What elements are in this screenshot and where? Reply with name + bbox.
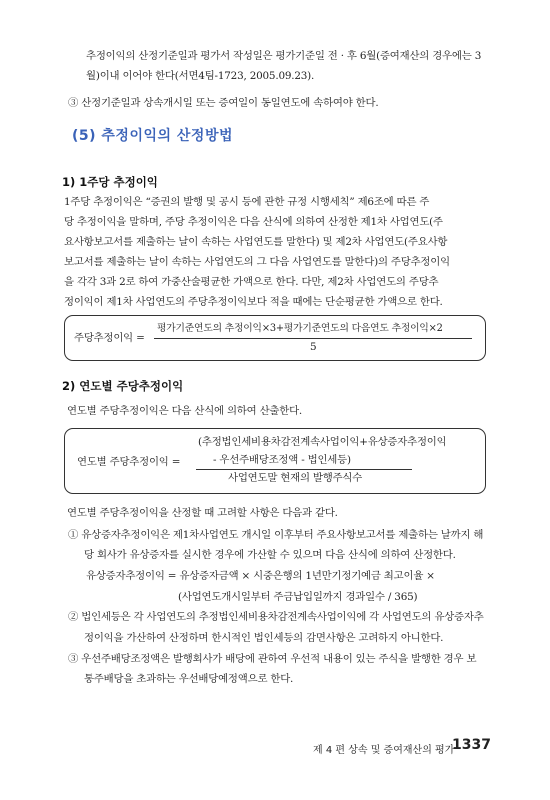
subheading-1: 1) 1주당 추정이익 <box>62 175 158 189</box>
body-text: 월)이내 이어야 한다(서면4팀-1723, 2005.09.23). <box>86 70 315 82</box>
formula-numerator: 평가기준연도의 추정이익×3+평가기준연도의 다음연도 추정이익×2 <box>157 323 443 334</box>
list-item-1: ① 유상증자추정이익은 제1차사업연도 개시일 이후부터 주요사항보고서를 제출하는 날까지 해 <box>68 529 484 541</box>
fraction-bar <box>154 338 472 339</box>
formula-numerator-line1: (추정법인세비용차감전계속사업이익+유상증자추정이익 <box>198 436 447 448</box>
formula-denominator: 사업연도말 현재의 발행주식수 <box>228 472 363 484</box>
formula-label: 연도별 주당추정이익 = <box>77 456 181 468</box>
paragraph-line: 정이익이 제1차 사업연도의 주당추정이익보다 적을 때에는 단순평균한 가액으로 한다. <box>64 296 443 308</box>
paragraph-line: 을 각각 3과 2로 하여 가중산술평균한 가액으로 한다. 다만, 제2차 사업연도의 주당추 <box>64 276 439 288</box>
page-number: 1337 <box>452 737 491 753</box>
body-text: 연도별 주당추정이익을 산정할 때 고려할 사항은 다음과 같다. <box>67 507 338 519</box>
paragraph-line: 1주당 추정이익은 “증권의 발행 및 공시 등에 관한 규정 시행세칙” 제6조에 따른 주 <box>64 196 430 208</box>
paragraph-line: 보고서를 제출하는 날이 속하는 사업연도의 그 다음 사업연도를 말한다)의 주당추정이익 <box>64 256 450 268</box>
list-item-2: ② 법인세등은 각 사업연도의 추정법인세비용차감전계속사업이익에 각 사업연도의 유상증자추 <box>68 611 484 623</box>
list-item-2-cont: 정이익을 가산하여 산정하며 한시적인 법인세등의 감면사항은 고려하지 아니한다. <box>84 632 444 644</box>
list-item-3: ③ 우선주배당조정액은 발행회사가 배당에 관하여 우선적 내용이 있는 주식을 발행한 경우 보 <box>68 653 477 665</box>
formula-denominator: 5 <box>310 341 317 353</box>
formula-numerator-line2: - 우선주배당조정액 - 법인세등) <box>213 454 351 466</box>
section-title: (5) 추정이익의 산정방법 <box>72 128 234 144</box>
fraction-bar <box>196 469 412 470</box>
footer-chapter: 제 4 편 상속 및 증여재산의 평가 <box>313 745 455 756</box>
sub-formula-line1: 유상증자추정이익 = 유상증자금액 × 시중은행의 1년만기정기예금 최고이율 × <box>86 570 435 582</box>
list-item-3: ③ 산정기준일과 상속개시일 또는 증여일이 동일연도에 속하여야 한다. <box>68 97 379 109</box>
list-item-3-cont: 통주배당을 초과하는 우선배당예정액으로 한다. <box>84 673 294 685</box>
body-text: 연도별 주당추정이익은 다음 산식에 의하여 산출한다. <box>67 405 303 417</box>
formula-label: 주당추정이익 = <box>74 332 145 344</box>
sub-formula-line2: (사업연도개시일부터 주금납입일까지 경과일수 / 365) <box>178 591 418 603</box>
paragraph-line: 당 추정이익을 말하며, 주당 추정이익은 다음 산식에 의하여 산정한 제1차 사업연도(주 <box>64 216 443 228</box>
paragraph-line: 요사항보고서를 제출하는 날이 속하는 사업연도를 말한다) 및 제2차 사업연도(주요사항 <box>64 236 448 248</box>
body-text: 추정이익의 산정기준일과 평가서 작성일은 평가기준일 전 · 후 6월(증여재산의 경우에는 3 <box>86 50 482 62</box>
subheading-2: 2) 연도별 주당추정이익 <box>62 379 184 393</box>
list-item-1-cont: 당 회사가 유상증자를 실시한 경우에 가산할 수 있으며 다음 산식에 의하여 산정한다. <box>84 549 456 561</box>
